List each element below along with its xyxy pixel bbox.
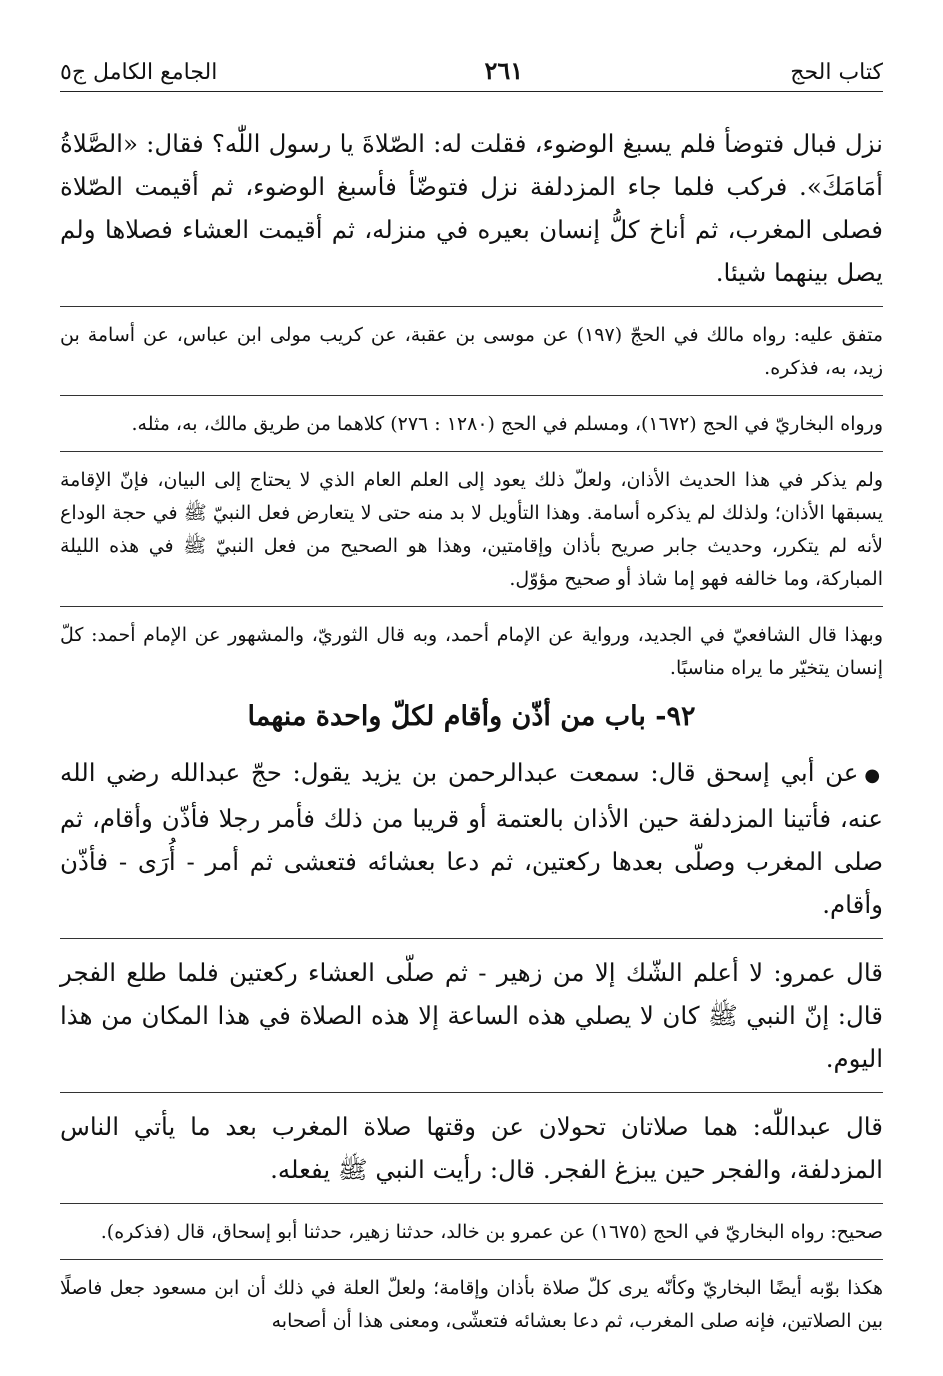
takhrij-note: متفق عليه: رواه مالك في الحجّ (١٩٧) عن موسى بن عقبة، عن كريب مولى ابن عباس، عن أسامة بن زيد، به، فذكره. xyxy=(60,324,883,379)
book-title: كتاب الحج xyxy=(790,60,883,85)
commentary-note: وبهذا قال الشافعيّ في الجديد، ورواية عن الإمام أحمد، وبه قال الثوريّ، والمشهور عن الإمام أحمد: كلّ إنسان يتخيّر ما يراه مناسبًا. xyxy=(60,624,883,679)
divider xyxy=(60,1092,883,1093)
divider xyxy=(60,938,883,939)
takhrij-note: ورواه البخاريّ في الحج (١٦٧٢)، ومسلم في الحج (١٢٨٠ : ٢٧٦) كلاهما من طريق مالك، به، مثله. xyxy=(131,413,883,435)
divider xyxy=(60,1203,883,1204)
series-title: الجامع الكامل ج٥ xyxy=(60,60,218,85)
takhrij-note: صحيح: رواه البخاريّ في الحج (١٦٧٥) عن عمرو بن خالد، حدثنا زهير، حدثنا أبو إسحاق، قال (فذكره). xyxy=(100,1221,883,1243)
commentary-note: ولم يذكر في هذا الحديث الأذان، ولعلّ ذلك يعود إلى العلم العام الذي لا يحتاج إلى البيان، فإنّ الإقامة يسبقها الأذان؛ ولذلك لم يذكره أسامة. وهذا التأويل لا بد منه حتى لا يتعارض فعل النبيّ ﷺ في حجة الوداع لأنه لم يتكرر، وحديث جابر صريح بأذان وإقامتين، وهذا هو الصحيح من فعل النبيّ ﷺ في هذه الليلة المباركة، وما خالفه فهو إما شاذ أو صحيح مؤوّل. xyxy=(60,469,883,590)
page-content xyxy=(60,122,883,1348)
page-header xyxy=(60,56,883,92)
hadith-body: عن أبي إسحق قال: سمعت عبدالرحمن بن يزيد يقول: حجّ عبدالله رضي الله عنه، فأتينا المزدلفة حين الأذان بالعتمة أو قريبا من ذلك فأمر رجلا فأذّن وأقام، ثم صلى المغرب وصلّى بعدها ركعتين، ثم دعا بعشائه فتعشى ثم أمر - أُرَى - فأذّن وأقام. xyxy=(60,758,883,919)
chapter-heading: ٩٢- باب من أذّن وأقام لكلّ واحدة منهما xyxy=(247,701,696,732)
page-number: ٢٦١ xyxy=(484,56,524,85)
commentary-note: هكذا بوّبه أيضًا البخاريّ وكأنّه يرى كلّ صلاة بأذان وإقامة؛ ولعلّ العلة في ذلك أن ابن مسعود جعل فاصلًا بين الصلاتين، فإنه صلى المغرب، ثم دعا بعشائه فتعشّى، ومعنى هذا أن أصحابه xyxy=(60,1277,883,1332)
divider xyxy=(60,1259,883,1260)
hadith-text: قال عبداللّٰه: هما صلاتان تحولان عن وقتها صلاة المغرب بعد ما يأتي الناس المزدلفة، والفجر حين يبزغ الفجر. قال: رأيت النبي ﷺ يفعله. xyxy=(60,1112,883,1184)
divider xyxy=(60,395,883,396)
divider xyxy=(60,451,883,452)
divider xyxy=(60,306,883,307)
divider xyxy=(60,606,883,607)
hadith-text: نزل فبال فتوضأ فلم يسبغ الوضوء، فقلت له: الصّلاةَ يا رسول اللّٰه؟ فقال: «الصَّلاةُ أمَامَكَ». فركب فلما جاء المزدلفة نزل فتوضّأ فأسبغ الوضوء، ثم أقيمت الصّلاة فصلى المغرب، ثم أناخ كلُّ إنسان بعيره في منزله، ثم أقيمت العشاء فصلاها ولم يصل بينهما شيئا. xyxy=(60,129,883,287)
hadith-text: قال عمرو: لا أعلم الشّك إلا من زهير - ثم صلّى العشاء ركعتين فلما طلع الفجر قال: إنّ النبي ﷺ كان لا يصلي هذه الساعة إلا هذه الصلاة في هذا المكان من هذا اليوم. xyxy=(60,958,883,1073)
bullet-icon: ● xyxy=(864,765,883,786)
hadith-text xyxy=(60,751,883,926)
